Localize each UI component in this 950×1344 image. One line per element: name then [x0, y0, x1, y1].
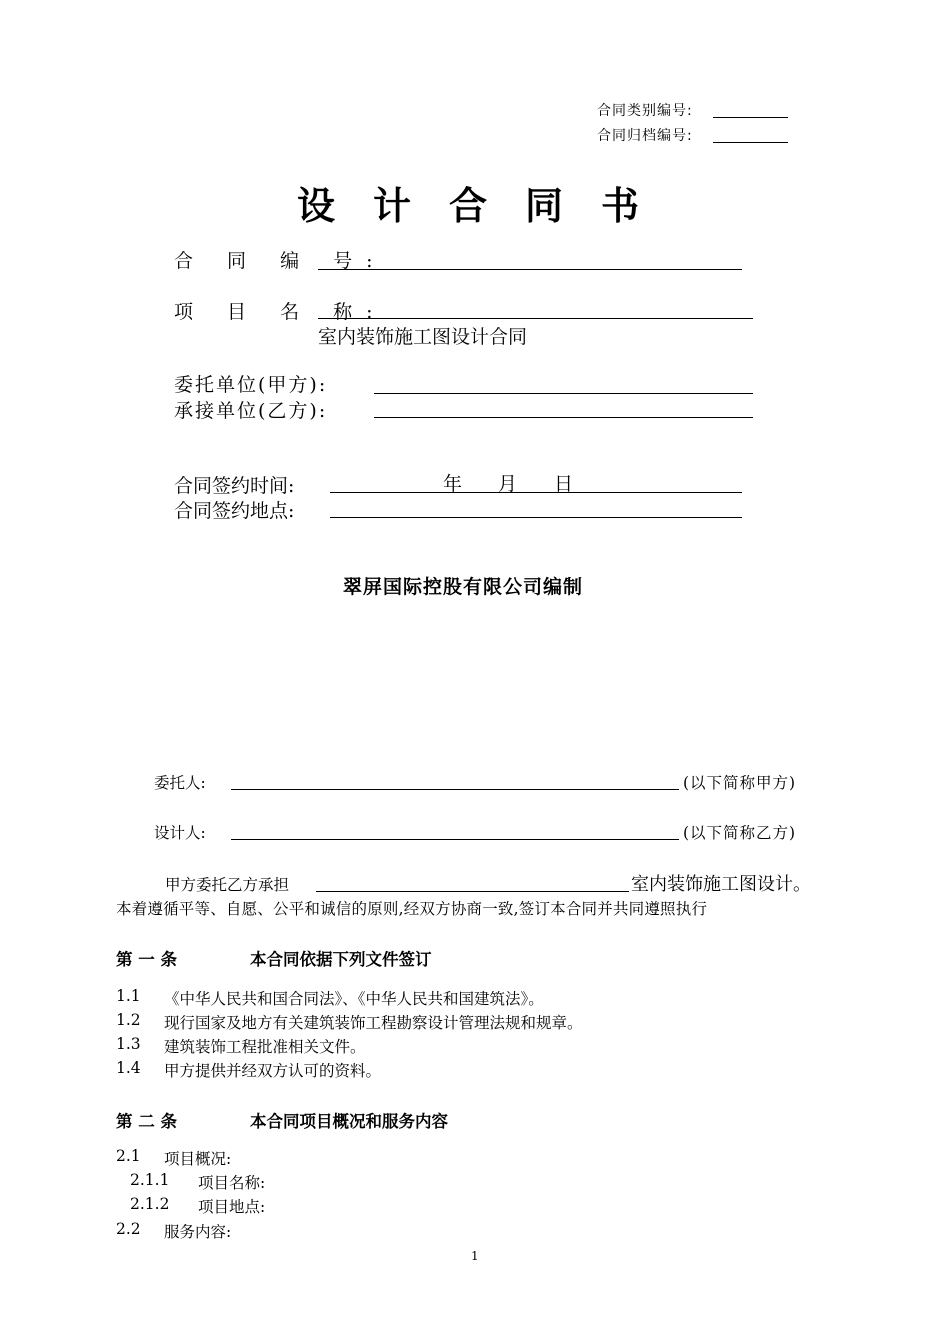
clause-number: 1.3: [116, 1035, 141, 1053]
intro-project-blank[interactable]: [316, 891, 629, 892]
org-compiled-by: 翠屏国际控股有限公司编制: [343, 576, 584, 598]
clause-number: 2.1: [116, 1147, 141, 1165]
clause-text: 甲方提供并经双方认可的资料。: [164, 1062, 382, 1080]
clause-text: 现行国家及地方有关建筑装饰工程勘察设计管理法规和规章。: [164, 1014, 583, 1032]
client-unit-blank[interactable]: [374, 393, 753, 394]
client-blank[interactable]: [231, 789, 679, 790]
sign-time-blank[interactable]: [330, 492, 742, 493]
contract-number-label: 合 同 编 号:: [174, 250, 387, 272]
clause-number: 1.1: [116, 987, 141, 1005]
clause-number: 2.1.2: [130, 1195, 170, 1213]
sign-time-label: 合同签约时间:: [174, 475, 295, 497]
clause-text: 项目概况:: [164, 1150, 232, 1168]
contractor-unit-label: 承接单位(乙方):: [174, 400, 328, 422]
page-title: 设计合同书: [297, 183, 678, 228]
category-number-blank[interactable]: [713, 117, 788, 118]
article-1-number: 第 一 条: [116, 950, 177, 969]
article-2-heading: 本合同项目概况和服务内容: [250, 1112, 448, 1131]
page-number: 1: [471, 1249, 479, 1263]
intro-line2: 本着遵循平等、自愿、公平和诚信的原则,经双方协商一致,签订本合同并共同遵照执行: [116, 900, 708, 918]
sign-year: 年: [443, 473, 463, 495]
archive-number-blank[interactable]: [713, 142, 788, 143]
designer-suffix: (以下简称乙方): [683, 824, 797, 842]
archive-number-label: 合同归档编号:: [597, 128, 693, 144]
category-number-label: 合同类别编号:: [597, 103, 693, 119]
project-name-blank[interactable]: [318, 318, 753, 319]
article-1-heading: 本合同依据下列文件签订: [250, 950, 432, 969]
clause-number: 2.2: [116, 1220, 141, 1238]
clause-text: 项目名称:: [198, 1174, 266, 1192]
sign-place-label: 合同签约地点:: [174, 500, 295, 522]
clause-number: 1.2: [116, 1011, 141, 1029]
client-label: 委托人:: [154, 774, 206, 792]
designer-label: 设计人:: [154, 824, 206, 842]
client-unit-label: 委托单位(甲方):: [174, 374, 328, 396]
intro-line1-suffix: 室内装饰施工图设计。: [631, 874, 811, 895]
clause-number: 1.4: [116, 1059, 141, 1077]
designer-blank[interactable]: [231, 839, 679, 840]
sign-day: 日: [554, 473, 574, 495]
client-suffix: (以下简称甲方): [683, 774, 797, 792]
sign-month: 月: [498, 473, 518, 495]
clause-number: 2.1.1: [130, 1171, 170, 1189]
sign-place-blank[interactable]: [330, 517, 742, 518]
clause-text: 《中华人民共和国合同法》、《中华人民共和国建筑法》。: [164, 990, 544, 1008]
contract-number-blank[interactable]: [318, 269, 742, 270]
clause-text: 项目地点:: [198, 1198, 266, 1216]
clause-text: 建筑装饰工程批准相关文件。: [164, 1038, 366, 1056]
project-name-value: 室内装饰施工图设计合同: [318, 326, 528, 348]
article-2-number: 第 二 条: [116, 1112, 177, 1131]
clause-text: 服务内容:: [164, 1223, 232, 1241]
contractor-unit-blank[interactable]: [374, 417, 753, 418]
intro-line1-prefix: 甲方委托乙方承担: [165, 876, 290, 894]
project-name-label: 项 目 名 称:: [174, 301, 387, 323]
